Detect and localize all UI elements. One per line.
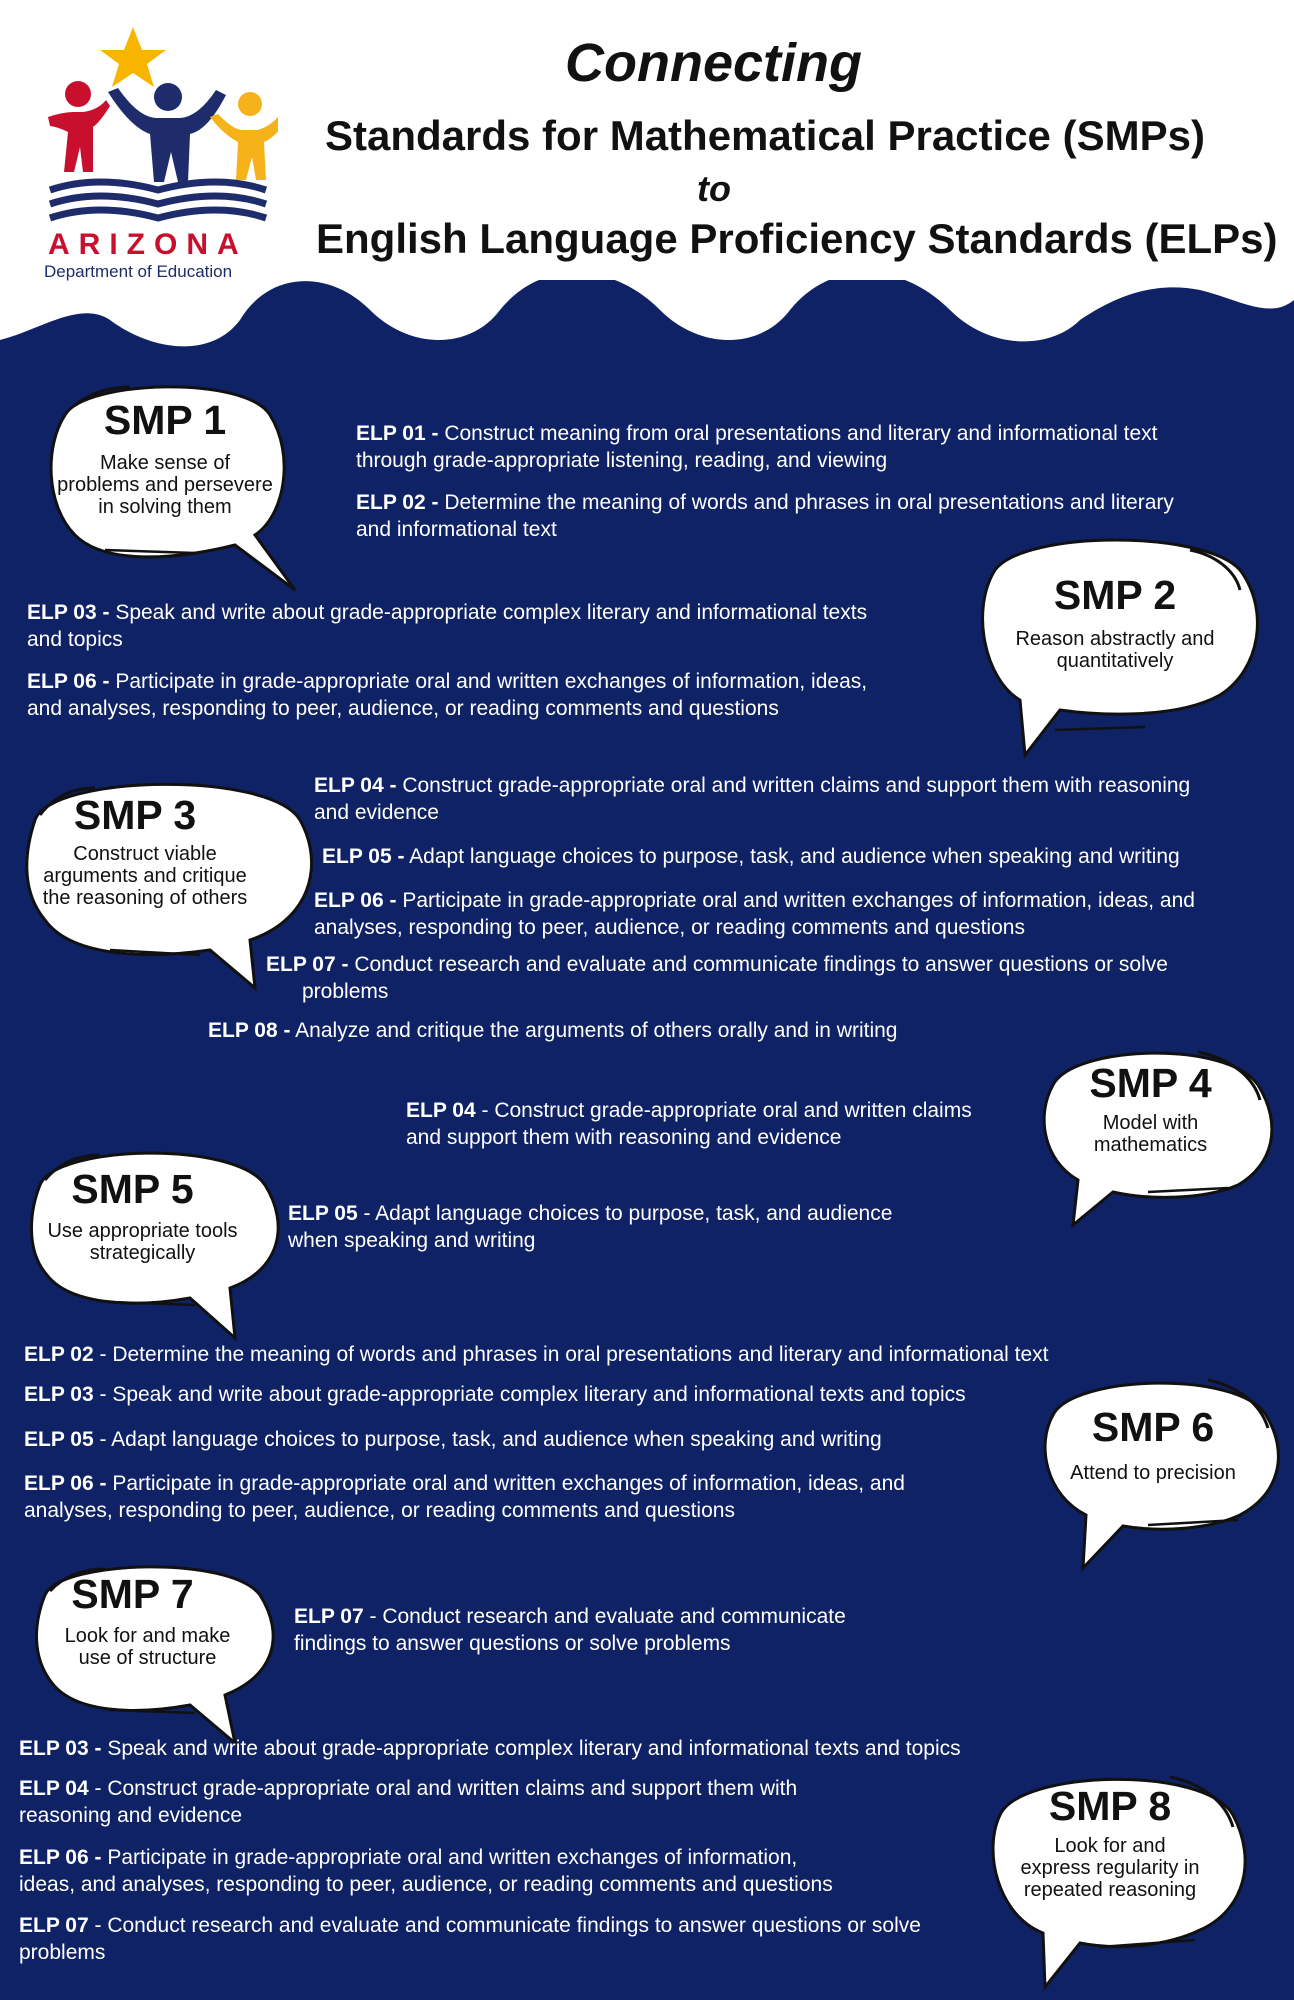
elp-item (208, 1017, 898, 1044)
elp-text: - Speak and write about grade-appropriate complex literary and informational texts and topics (93, 1383, 966, 1406)
elp-code: ELP 05 (24, 1428, 94, 1451)
logo-name: ARIZONA (48, 228, 248, 261)
yellow-figure-body (210, 114, 278, 180)
title-elp: English Language Proficiency Standards (ELPs) (316, 215, 1278, 262)
elp-text: through grade-appropriate listening, reading, and viewing (356, 449, 888, 472)
elp-code: ELP 07 (294, 1605, 364, 1628)
elp-code: ELP 04 (406, 1099, 476, 1122)
elp-code: ELP 05 (288, 1202, 358, 1225)
elp-text: and topics (27, 628, 123, 651)
elp-text: - Determine the meaning of words and phrases in oral presentations and literary and informational text (93, 1343, 1049, 1366)
star-icon (100, 27, 166, 87)
smp-1-title: SMP 1 (103, 397, 227, 443)
elp-item (19, 1912, 921, 1966)
smp-3-subtitle (0, 843, 290, 909)
smp-8-subtitle-line: repeated reasoning (1023, 1879, 1197, 1901)
book-line-3 (50, 210, 266, 218)
smp-2-subtitle (965, 628, 1265, 672)
elp-text: analyses, responding to peer, audience, or reading comments and questions (314, 916, 1025, 939)
smp-8-bubble (975, 1765, 1245, 1990)
elp-code: ELP 03 - (27, 601, 110, 624)
smp-2-subtitle-line: Reason abstractly and (1015, 628, 1215, 650)
elp-text: Adapt language choices to purpose, task, and audience when speaking and writing (404, 845, 1180, 868)
smp-6-title: SMP 6 (1091, 1404, 1215, 1450)
elp-text: - Construct grade-appropriate oral and written claims (475, 1099, 972, 1122)
elp-text: Analyze and critique the arguments of others orally and in writing (290, 1019, 898, 1042)
elp-code: ELP 04 (19, 1777, 89, 1800)
elp-text: reasoning and evidence (19, 1804, 243, 1827)
smp-4-subtitle (1028, 1112, 1273, 1156)
smp-6-subtitle (1028, 1462, 1278, 1484)
elp-item (322, 843, 1180, 870)
header (0, 0, 1294, 300)
elp-text: ideas, and analyses, responding to peer, audience, or reading comments and questions (19, 1873, 833, 1896)
smp-7-title: SMP 7 (71, 1571, 194, 1617)
elp-text: Speak and write about grade-appropriate complex literary and informational texts (109, 601, 868, 624)
elp-item (24, 1470, 905, 1524)
elp-item (356, 420, 1158, 474)
smp-2-subtitle-line: quantitatively (1056, 650, 1174, 672)
elp-code: ELP 01 - (356, 422, 439, 445)
smp-6-subtitle-line: Attend to precision (1070, 1462, 1236, 1484)
elp-item (27, 599, 867, 653)
smp-5-title: SMP 5 (71, 1166, 194, 1212)
smp-1-subtitle-line: Make sense of (99, 452, 231, 474)
smp-5-subtitle-line: strategically (89, 1242, 196, 1264)
elp-item (19, 1735, 961, 1762)
smp-3-subtitle-line: the reasoning of others (42, 887, 248, 909)
elp-text: Participate in grade-appropriate oral and written exchanges of information, (101, 1846, 798, 1869)
smp-3-title: SMP 3 (73, 792, 197, 838)
red-figure-head (65, 81, 91, 107)
smp-4-subtitle-line: Model with (1102, 1112, 1199, 1134)
elp-code: ELP 08 - (208, 1019, 291, 1042)
elp-code: ELP 06 - (27, 670, 110, 693)
elp-text: Participate in grade-appropriate oral and written exchanges of information, ideas, and (106, 1472, 905, 1495)
title-to: to (697, 168, 731, 209)
smp-7-bubble (30, 1555, 275, 1745)
elp-text: Construct grade-appropriate oral and written claims and support them with reasoning (396, 774, 1191, 797)
elp-text: and informational text (356, 518, 557, 541)
elp-text: and analyses, responding to peer, audience, or reading comments and questions (27, 697, 779, 720)
smp-7-subtitle-line: Look for and make (64, 1625, 231, 1647)
elp-text: - Conduct research and evaluate and communicate findings to answer questions or solve (88, 1914, 921, 1937)
red-figure-body (48, 100, 110, 172)
elp-text: problems (19, 1941, 106, 1964)
elp-text: - Adapt language choices to purpose, task, and audience (357, 1202, 893, 1225)
smp-4-subtitle-line: mathematics (1093, 1134, 1208, 1156)
elp-item (266, 951, 1168, 1005)
book-line-2 (50, 196, 266, 204)
elp-code: ELP 07 - (266, 953, 349, 976)
elp-text: Speak and write about grade-appropriate complex literary and informational texts and topics (101, 1737, 961, 1760)
elp-item (27, 668, 867, 722)
elp-text: findings to answer questions or solve problems (294, 1632, 731, 1655)
smp-8-title: SMP 8 (1048, 1783, 1172, 1829)
smp-7-subtitle-line: use of structure (78, 1647, 217, 1669)
elp-item (24, 1426, 882, 1453)
elp-item (24, 1381, 966, 1408)
smp-3-subtitle-line: arguments and critique (43, 865, 247, 887)
elp-code: ELP 06 - (19, 1846, 102, 1869)
smp-4-bubble (1028, 1040, 1273, 1230)
smp-8-subtitle-line: express regularity in (1020, 1857, 1200, 1879)
book-line-1 (50, 182, 266, 190)
elp-text: - Conduct research and evaluate and communicate (363, 1605, 846, 1628)
smp-8-subtitle (975, 1835, 1245, 1901)
elp-text: when speaking and writing (288, 1229, 536, 1252)
elp-text: Participate in grade-appropriate oral and written exchanges of information, ideas, (109, 670, 868, 693)
smp-1-subtitle-line: problems and persevere (57, 474, 273, 496)
elp-code: ELP 07 (19, 1914, 89, 1937)
elp-item (19, 1844, 833, 1898)
title-smp: Standards for Mathematical Practice (SMPs) (325, 112, 1205, 159)
elp-item (24, 1341, 1049, 1368)
elp-text: analyses, responding to peer, audience, or reading comments and questions (24, 1499, 735, 1522)
elp-code: ELP 06 - (24, 1472, 107, 1495)
smp-2-bubble (965, 530, 1265, 760)
elp-text: - Adapt language choices to purpose, task, and audience when speaking and writing (93, 1428, 882, 1451)
elp-item (314, 772, 1190, 826)
smp-5-bubble (25, 1140, 280, 1340)
elp-item (314, 887, 1195, 941)
elp-text: Determine the meaning of words and phrases in oral presentations and literary (438, 491, 1174, 514)
elp-item (294, 1603, 846, 1657)
smp-8-subtitle-line: Look for and (1054, 1835, 1166, 1857)
elp-code: ELP 02 (24, 1343, 94, 1366)
logo-dept: Department of Education (44, 262, 233, 281)
elp-text: and evidence (314, 801, 439, 824)
yellow-figure-head (238, 92, 262, 116)
smp-5-subtitle-line: Use appropriate tools (47, 1220, 238, 1242)
elp-code: ELP 05 - (322, 845, 405, 868)
smp-6-bubble (1028, 1370, 1278, 1570)
navy-figure-head (154, 83, 182, 111)
elp-item (406, 1097, 972, 1151)
elp-item (19, 1775, 797, 1829)
elp-item (288, 1200, 892, 1254)
smp-3-subtitle-line: Construct viable (73, 843, 217, 865)
elp-code: ELP 03 - (19, 1737, 102, 1760)
smp-1-bubble (45, 375, 285, 595)
smp-5-subtitle (15, 1220, 270, 1264)
elp-text: and support them with reasoning and evidence (406, 1126, 842, 1149)
elp-code: ELP 02 - (356, 491, 439, 514)
elp-code: ELP 06 - (314, 889, 397, 912)
smp-1-subtitle (45, 452, 285, 518)
elp-text: Construct meaning from oral presentations and literary and informational text (438, 422, 1158, 445)
elp-code: ELP 04 - (314, 774, 397, 797)
smp-1-subtitle-line: in solving them (98, 496, 232, 518)
elp-text: Conduct research and evaluate and communicate findings to answer questions or solve (348, 953, 1168, 976)
title-connecting: Connecting (565, 33, 862, 93)
elp-text: problems (302, 980, 389, 1003)
elp-text: - Construct grade-appropriate oral and written claims and support them with (88, 1777, 798, 1800)
smp-2-title: SMP 2 (1053, 572, 1177, 618)
elp-code: ELP 03 (24, 1383, 94, 1406)
smp-7-subtitle (25, 1625, 270, 1669)
elp-text: Participate in grade-appropriate oral and written exchanges of information, ideas, and (396, 889, 1195, 912)
smp-4-title: SMP 4 (1089, 1060, 1212, 1106)
